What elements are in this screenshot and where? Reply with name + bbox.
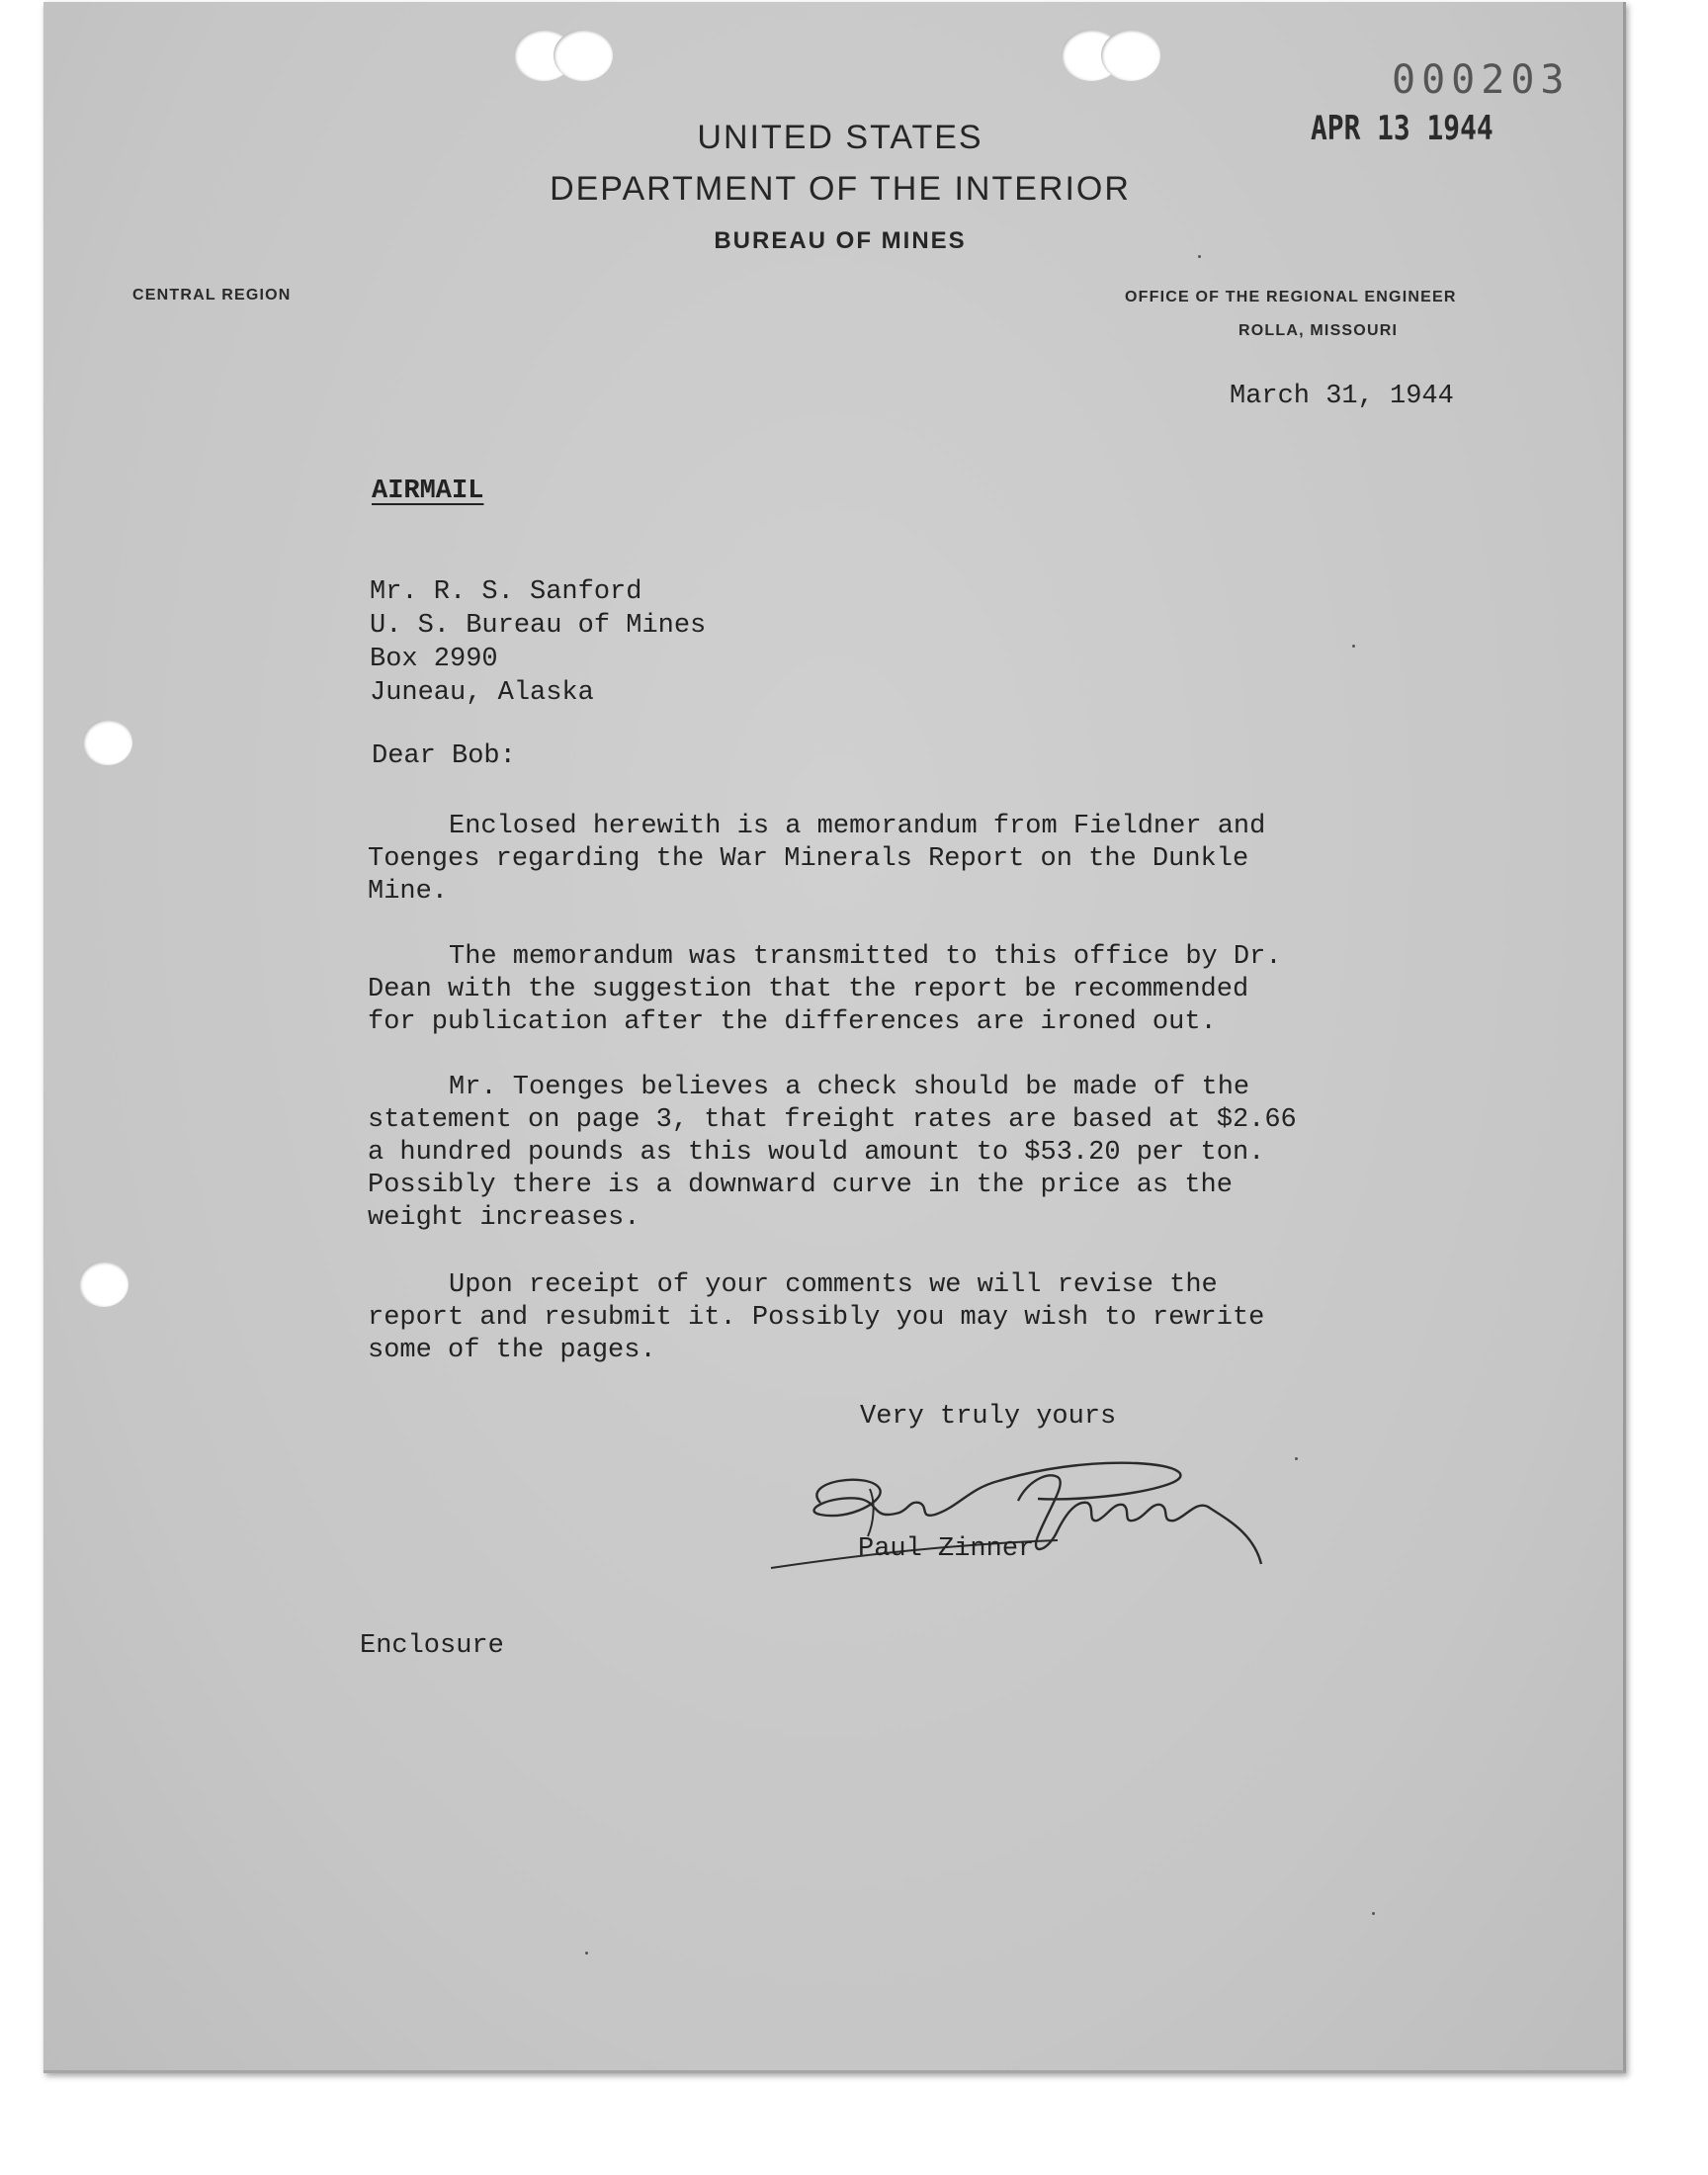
address-line: Mr. R. S. Sanford bbox=[370, 577, 642, 607]
paragraph-line: some of the pages. bbox=[368, 1336, 656, 1365]
letterhead-line-1: UNITED STATES bbox=[697, 119, 983, 156]
paragraph-line: Mr. Toenges believes a check should be made of the bbox=[449, 1073, 1250, 1102]
scan-speck bbox=[1352, 645, 1355, 648]
punch-hole-top-right bbox=[1062, 28, 1160, 83]
body-paragraph-1 bbox=[368, 811, 1356, 909]
address-line: Box 2990 bbox=[370, 645, 498, 674]
address-line: U. S. Bureau of Mines bbox=[370, 611, 707, 641]
address-line: Juneau, Alaska bbox=[370, 678, 594, 708]
letter-date: March 31, 1944 bbox=[1230, 382, 1454, 411]
scan-speck bbox=[585, 1952, 588, 1955]
letterhead-line-3: BUREAU OF MINES bbox=[714, 227, 967, 254]
paragraph-line: Dean with the suggestion that the report be recommended bbox=[368, 975, 1249, 1004]
paragraph-line: for publication after the differences are ironed out. bbox=[368, 1007, 1217, 1037]
region-label: CENTRAL REGION bbox=[132, 287, 292, 304]
paragraph-line: a hundred pounds as this would amount to $53.20 per ton. bbox=[368, 1138, 1265, 1168]
body-paragraph-2 bbox=[368, 941, 1356, 1039]
paragraph-line: Enclosed herewith is a memorandum from Fieldner and bbox=[449, 812, 1266, 841]
punch-hole-left-lower bbox=[79, 1262, 128, 1307]
body-paragraph-3 bbox=[368, 1072, 1356, 1235]
scan-speck bbox=[1295, 1457, 1298, 1460]
punch-hole-top-left bbox=[514, 28, 613, 83]
delivery-method: AIRMAIL bbox=[372, 477, 484, 506]
recipient-address bbox=[370, 575, 706, 710]
salutation: Dear Bob: bbox=[372, 741, 516, 771]
closing: Very truly yours bbox=[860, 1402, 1117, 1432]
scan-speck bbox=[1198, 255, 1201, 258]
paragraph-line: statement on page 3, that freight rates are based at $2.66 bbox=[368, 1105, 1297, 1135]
paragraph-line: weight increases. bbox=[368, 1203, 640, 1233]
scan-speck bbox=[1372, 1912, 1375, 1915]
received-date-stamp: APR 13 1944 bbox=[1311, 109, 1494, 148]
office-label: OFFICE OF THE REGIONAL ENGINEER bbox=[1125, 289, 1457, 305]
punch-hole-left-upper bbox=[83, 720, 132, 765]
letterhead-line-2: DEPARTMENT OF THE INTERIOR bbox=[550, 170, 1131, 208]
paragraph-line: The memorandum was transmitted to this office by Dr. bbox=[449, 942, 1282, 972]
signer-name: Paul Zinner bbox=[858, 1534, 1035, 1564]
body-paragraph-4 bbox=[368, 1269, 1356, 1367]
document-number-stamp: 000203 bbox=[1392, 57, 1571, 103]
paragraph-line: Mine. bbox=[368, 877, 449, 907]
handwritten-signature bbox=[761, 1441, 1275, 1590]
enclosure-note: Enclosure bbox=[360, 1631, 504, 1661]
paragraph-line: Upon receipt of your comments we will revise the bbox=[449, 1270, 1218, 1300]
paragraph-line: report and resubmit it. Possibly you may wish to rewrite bbox=[368, 1303, 1265, 1333]
paragraph-line: Possibly there is a downward curve in the price as the bbox=[368, 1171, 1233, 1200]
office-location: ROLLA, MISSOURI bbox=[1238, 322, 1399, 339]
paragraph-line: Toenges regarding the War Minerals Report on the Dunkle bbox=[368, 844, 1249, 874]
